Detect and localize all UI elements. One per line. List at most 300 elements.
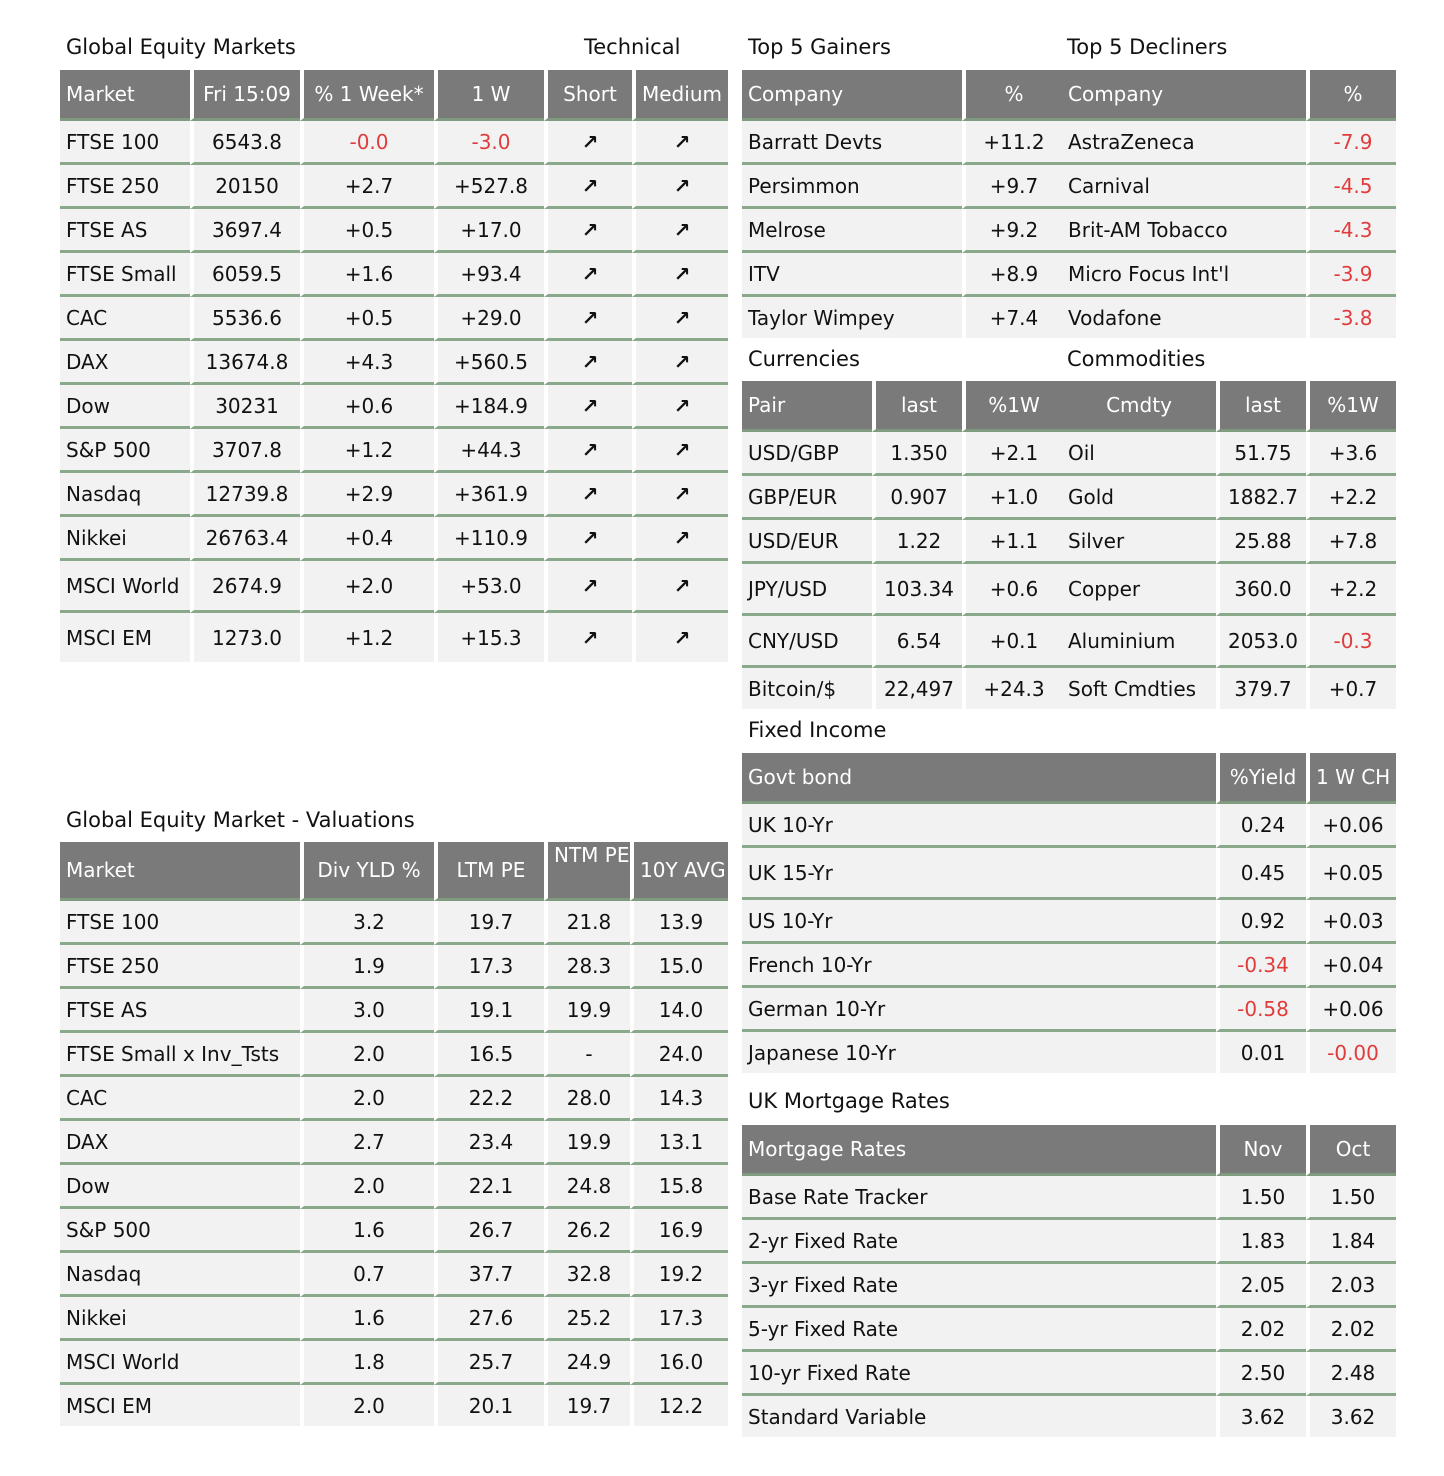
currencies-title: Currencies [748, 347, 860, 371]
up-arrow-icon: ↗ [632, 297, 728, 341]
market-name: Nasdaq [60, 1253, 300, 1297]
pair-last: 1.22 [872, 520, 962, 564]
rate-oct: 2.03 [1306, 1264, 1396, 1308]
table-row [60, 341, 728, 385]
ten-year-avg: 15.8 [630, 1165, 728, 1209]
div-yield: 1.6 [300, 1209, 434, 1253]
market-name: CAC [60, 1077, 300, 1121]
up-arrow-icon: ↗ [544, 209, 632, 253]
market-pct-week: +1.6 [300, 253, 434, 297]
table-row [742, 1352, 1396, 1396]
table-row [742, 476, 1062, 520]
table-row [1062, 253, 1396, 297]
table-row [60, 1121, 728, 1165]
table-row [742, 564, 1062, 616]
ten-year-avg: 16.9 [630, 1209, 728, 1253]
company-pct: +7.4 [962, 297, 1062, 338]
company-pct: +9.7 [962, 165, 1062, 209]
bond-change: -0.00 [1306, 1032, 1396, 1073]
col-header-div-yld: Div YLD % [300, 842, 434, 901]
ltm-pe: 19.1 [434, 989, 544, 1033]
up-arrow-icon: ↗ [632, 121, 728, 165]
ltm-pe: 25.7 [434, 1341, 544, 1385]
bond-name: French 10-Yr [742, 944, 1216, 988]
company-pct: +8.9 [962, 253, 1062, 297]
table-row [60, 253, 728, 297]
market-last: 26763.4 [190, 517, 300, 561]
ltm-pe: 27.6 [434, 1297, 544, 1341]
table-row [60, 1209, 728, 1253]
up-arrow-icon: ↗ [544, 165, 632, 209]
table-row [742, 165, 1062, 209]
company-name: Melrose [742, 209, 962, 253]
table-row [742, 1220, 1396, 1264]
market-name: MSCI EM [60, 613, 190, 662]
col-header-mortgage-rates: Mortgage Rates [742, 1125, 1216, 1176]
table-row [742, 944, 1396, 988]
table-row [60, 989, 728, 1033]
commodities-header-row [1062, 381, 1396, 432]
market-name: FTSE Small x Inv_Tsts [60, 1033, 300, 1077]
ltm-pe: 37.7 [434, 1253, 544, 1297]
table-row [742, 988, 1396, 1032]
company-name: Barratt Devts [742, 121, 962, 165]
ten-year-avg: 13.9 [630, 901, 728, 945]
table-row [742, 804, 1396, 848]
bond-yield: -0.34 [1216, 944, 1306, 988]
col-header-govt-bond: Govt bond [742, 753, 1216, 804]
cmdty-last: 25.88 [1216, 520, 1306, 564]
table-row [60, 517, 728, 561]
col-header-cmdty: Cmdty [1062, 381, 1216, 432]
col-header-market: Market [60, 842, 300, 901]
market-last: 3707.8 [190, 429, 300, 473]
company-pct: -7.9 [1306, 121, 1396, 165]
gainers-title: Top 5 Gainers [748, 35, 891, 59]
bond-yield: 0.45 [1216, 848, 1306, 900]
equity-title: Global Equity Markets [66, 35, 296, 59]
gainers-header-row [742, 70, 1062, 121]
market-pct-week: +4.3 [300, 341, 434, 385]
table-row [742, 432, 1062, 476]
market-pct-week: +2.7 [300, 165, 434, 209]
table-row [1062, 121, 1396, 165]
gainers-table [742, 70, 1062, 338]
table-row [1062, 476, 1396, 520]
rate-nov: 2.05 [1216, 1264, 1306, 1308]
up-arrow-icon: ↗ [632, 341, 728, 385]
ltm-pe: 16.5 [434, 1033, 544, 1077]
company-name: Taylor Wimpey [742, 297, 962, 338]
table-row [742, 848, 1396, 900]
pair-pct: +0.1 [962, 616, 1062, 668]
ltm-pe: 23.4 [434, 1121, 544, 1165]
div-yield: 2.0 [300, 1077, 434, 1121]
decliners-title: Top 5 Decliners [1067, 35, 1228, 59]
cmdty-name: Aluminium [1062, 616, 1216, 668]
market-pct-week: +0.4 [300, 517, 434, 561]
table-row [60, 1297, 728, 1341]
cmdty-name: Gold [1062, 476, 1216, 520]
market-1w: +527.8 [434, 165, 544, 209]
pair-pct: +0.6 [962, 564, 1062, 616]
market-name: Dow [60, 1165, 300, 1209]
ten-year-avg: 19.2 [630, 1253, 728, 1297]
cmdty-last: 360.0 [1216, 564, 1306, 616]
market-1w: +184.9 [434, 385, 544, 429]
mortgage-header-row [742, 1125, 1396, 1176]
pair-name: USD/EUR [742, 520, 872, 564]
table-row [60, 165, 728, 209]
cmdty-name: Soft Cmdties [1062, 668, 1216, 709]
table-row [60, 561, 728, 613]
pair-last: 22,497 [872, 668, 962, 709]
company-pct: -3.9 [1306, 253, 1396, 297]
market-last: 3697.4 [190, 209, 300, 253]
ten-year-avg: 14.0 [630, 989, 728, 1033]
div-yield: 2.0 [300, 1165, 434, 1209]
col-header-ltm-pe: LTM PE [434, 842, 544, 901]
table-row [742, 900, 1396, 944]
col-header-company: Company [742, 70, 962, 121]
market-pct-week: +0.6 [300, 385, 434, 429]
ntm-pe: 19.9 [544, 989, 630, 1033]
company-name: Micro Focus Int'l [1062, 253, 1306, 297]
up-arrow-icon: ↗ [632, 613, 728, 662]
pair-pct: +2.1 [962, 432, 1062, 476]
market-1w: +15.3 [434, 613, 544, 662]
col-header-last: Fri 15:09 [190, 70, 300, 121]
market-last: 2674.9 [190, 561, 300, 613]
table-row [742, 1308, 1396, 1352]
bond-change: +0.03 [1306, 900, 1396, 944]
table-row [742, 1396, 1396, 1437]
pair-pct: +1.1 [962, 520, 1062, 564]
col-header-pct-week: % 1 Week* [300, 70, 434, 121]
market-last: 6543.8 [190, 121, 300, 165]
market-pct-week: +1.2 [300, 613, 434, 662]
table-row [60, 1341, 728, 1385]
cmdty-pct: +3.6 [1306, 432, 1396, 476]
col-header-1w: 1 W [434, 70, 544, 121]
ntm-pe: 28.0 [544, 1077, 630, 1121]
col-header-pct: % [962, 70, 1062, 121]
market-name: FTSE AS [60, 989, 300, 1033]
market-name: MSCI World [60, 561, 190, 613]
valuations-table [60, 842, 728, 1426]
rate-name: Standard Variable [742, 1396, 1216, 1437]
rate-oct: 3.62 [1306, 1396, 1396, 1437]
fixed-income-table [742, 753, 1396, 1073]
market-name: CAC [60, 297, 190, 341]
ltm-pe: 17.3 [434, 945, 544, 989]
pair-name: Bitcoin/$ [742, 668, 872, 709]
bond-name: German 10-Yr [742, 988, 1216, 1032]
ntm-pe: 28.3 [544, 945, 630, 989]
col-header-short: Short [544, 70, 632, 121]
currencies-table [742, 381, 1062, 709]
col-header-oct: Oct [1306, 1125, 1396, 1176]
company-name: AstraZeneca [1062, 121, 1306, 165]
company-pct: +9.2 [962, 209, 1062, 253]
market-name: Nasdaq [60, 473, 190, 517]
table-row [742, 1176, 1396, 1220]
equity-header-row [60, 70, 728, 121]
pair-last: 1.350 [872, 432, 962, 476]
table-row [1062, 668, 1396, 709]
market-name: MSCI EM [60, 1385, 300, 1426]
div-yield: 2.7 [300, 1121, 434, 1165]
market-1w: +29.0 [434, 297, 544, 341]
rate-nov: 1.50 [1216, 1176, 1306, 1220]
div-yield: 3.0 [300, 989, 434, 1033]
pair-last: 6.54 [872, 616, 962, 668]
table-row [742, 520, 1062, 564]
rate-name: 3-yr Fixed Rate [742, 1264, 1216, 1308]
ltm-pe: 26.7 [434, 1209, 544, 1253]
table-row [1062, 209, 1396, 253]
up-arrow-icon: ↗ [632, 385, 728, 429]
ten-year-avg: 15.0 [630, 945, 728, 989]
company-name: Persimmon [742, 165, 962, 209]
table-row [60, 209, 728, 253]
market-last: 20150 [190, 165, 300, 209]
ten-year-avg: 13.1 [630, 1121, 728, 1165]
col-header-10y-avg: 10Y AVG [630, 842, 728, 901]
market-pct-week: +2.9 [300, 473, 434, 517]
market-last: 1273.0 [190, 613, 300, 662]
valuations-header-row [60, 842, 728, 901]
bond-name: Japanese 10-Yr [742, 1032, 1216, 1073]
cmdty-last: 2053.0 [1216, 616, 1306, 668]
up-arrow-icon: ↗ [544, 253, 632, 297]
bond-change: +0.04 [1306, 944, 1396, 988]
table-row [1062, 165, 1396, 209]
div-yield: 1.8 [300, 1341, 434, 1385]
up-arrow-icon: ↗ [544, 473, 632, 517]
pair-name: USD/GBP [742, 432, 872, 476]
col-header-pair: Pair [742, 381, 872, 432]
ntm-pe: 26.2 [544, 1209, 630, 1253]
company-pct: -4.5 [1306, 165, 1396, 209]
table-row [60, 1165, 728, 1209]
market-name: MSCI World [60, 1341, 300, 1385]
fixed-income-header-row [742, 753, 1396, 804]
up-arrow-icon: ↗ [544, 517, 632, 561]
company-pct: -3.8 [1306, 297, 1396, 338]
col-header-last: last [1216, 381, 1306, 432]
col-header-company: Company [1062, 70, 1306, 121]
col-header-medium: Medium [632, 70, 728, 121]
col-header-pct-1w: %1W [962, 381, 1062, 432]
up-arrow-icon: ↗ [632, 253, 728, 297]
market-last: 5536.6 [190, 297, 300, 341]
col-header-last: last [872, 381, 962, 432]
div-yield: 1.6 [300, 1297, 434, 1341]
market-1w: +17.0 [434, 209, 544, 253]
company-name: Carnival [1062, 165, 1306, 209]
pair-pct: +1.0 [962, 476, 1062, 520]
table-row [742, 297, 1062, 338]
market-1w: +44.3 [434, 429, 544, 473]
market-last: 30231 [190, 385, 300, 429]
ntm-pe: 25.2 [544, 1297, 630, 1341]
ltm-pe: 19.7 [434, 901, 544, 945]
table-row [60, 385, 728, 429]
ltm-pe: 22.1 [434, 1165, 544, 1209]
div-yield: 2.0 [300, 1385, 434, 1426]
cmdty-pct: -0.3 [1306, 616, 1396, 668]
table-row [60, 613, 728, 662]
pair-name: CNY/USD [742, 616, 872, 668]
up-arrow-icon: ↗ [544, 341, 632, 385]
market-name: DAX [60, 341, 190, 385]
market-last: 6059.5 [190, 253, 300, 297]
rate-nov: 1.83 [1216, 1220, 1306, 1264]
rate-name: 2-yr Fixed Rate [742, 1220, 1216, 1264]
commodities-table [1062, 381, 1396, 709]
mortgage-table [742, 1125, 1396, 1437]
table-row [60, 945, 728, 989]
market-pct-week: +1.2 [300, 429, 434, 473]
rate-oct: 1.84 [1306, 1220, 1396, 1264]
up-arrow-icon: ↗ [544, 613, 632, 662]
table-row [60, 473, 728, 517]
up-arrow-icon: ↗ [544, 297, 632, 341]
currencies-header-row [742, 381, 1062, 432]
market-last: 13674.8 [190, 341, 300, 385]
cmdty-name: Silver [1062, 520, 1216, 564]
market-last: 12739.8 [190, 473, 300, 517]
col-header-yield: %Yield [1216, 753, 1306, 804]
ten-year-avg: 14.3 [630, 1077, 728, 1121]
cmdty-pct: +0.7 [1306, 668, 1396, 709]
up-arrow-icon: ↗ [632, 165, 728, 209]
bond-change: +0.06 [1306, 804, 1396, 848]
market-name: Dow [60, 385, 190, 429]
bond-yield: 0.24 [1216, 804, 1306, 848]
table-row [742, 1032, 1396, 1073]
up-arrow-icon: ↗ [632, 517, 728, 561]
table-row [742, 668, 1062, 709]
pair-last: 103.34 [872, 564, 962, 616]
ltm-pe: 22.2 [434, 1077, 544, 1121]
technical-label: Technical [584, 35, 681, 59]
table-row [60, 297, 728, 341]
market-name: Nikkei [60, 517, 190, 561]
table-row [1062, 297, 1396, 338]
table-row [742, 253, 1062, 297]
ntm-pe: 19.9 [544, 1121, 630, 1165]
fixed-income-title: Fixed Income [748, 718, 887, 742]
div-yield: 2.0 [300, 1033, 434, 1077]
pair-pct: +24.3 [962, 668, 1062, 709]
up-arrow-icon: ↗ [632, 209, 728, 253]
company-pct: +11.2 [962, 121, 1062, 165]
bond-name: US 10-Yr [742, 900, 1216, 944]
ntm-pe: 19.7 [544, 1385, 630, 1426]
table-row [1062, 564, 1396, 616]
market-pct-week: +0.5 [300, 209, 434, 253]
valuations-title: Global Equity Market - Valuations [66, 808, 415, 832]
table-row [742, 209, 1062, 253]
decliners-table [1062, 70, 1396, 338]
ntm-pe: 21.8 [544, 901, 630, 945]
table-row [60, 1077, 728, 1121]
commodities-title: Commodities [1067, 347, 1206, 371]
market-name: S&P 500 [60, 429, 190, 473]
rate-oct: 1.50 [1306, 1176, 1396, 1220]
bond-yield: 0.01 [1216, 1032, 1306, 1073]
col-header-pct-1w: %1W [1306, 381, 1396, 432]
bond-name: UK 15-Yr [742, 848, 1216, 900]
rate-name: Base Rate Tracker [742, 1176, 1216, 1220]
up-arrow-icon: ↗ [544, 561, 632, 613]
table-row [1062, 520, 1396, 564]
rate-name: 10-yr Fixed Rate [742, 1352, 1216, 1396]
market-1w: +560.5 [434, 341, 544, 385]
cmdty-last: 51.75 [1216, 432, 1306, 476]
equity-table [60, 70, 728, 662]
cmdty-pct: +7.8 [1306, 520, 1396, 564]
market-name: FTSE 250 [60, 945, 300, 989]
market-name: FTSE Small [60, 253, 190, 297]
up-arrow-icon: ↗ [632, 429, 728, 473]
ten-year-avg: 12.2 [630, 1385, 728, 1426]
company-name: Vodafone [1062, 297, 1306, 338]
market-name: FTSE AS [60, 209, 190, 253]
rate-oct: 2.02 [1306, 1308, 1396, 1352]
table-row [60, 1033, 728, 1077]
up-arrow-icon: ↗ [544, 385, 632, 429]
market-name: FTSE 100 [60, 901, 300, 945]
col-header-market: Market [60, 70, 190, 121]
decliners-header-row [1062, 70, 1396, 121]
ntm-pe: 24.9 [544, 1341, 630, 1385]
market-pct-week: +0.5 [300, 297, 434, 341]
pair-name: GBP/EUR [742, 476, 872, 520]
bond-yield: -0.58 [1216, 988, 1306, 1032]
div-yield: 1.9 [300, 945, 434, 989]
market-1w: +110.9 [434, 517, 544, 561]
cmdty-name: Copper [1062, 564, 1216, 616]
market-1w: -3.0 [434, 121, 544, 165]
col-header-ntm-pe: NTM PE [544, 842, 630, 901]
ntm-pe: 24.8 [544, 1165, 630, 1209]
ltm-pe: 20.1 [434, 1385, 544, 1426]
col-header-nov: Nov [1216, 1125, 1306, 1176]
market-name: DAX [60, 1121, 300, 1165]
table-row [60, 1385, 728, 1426]
rate-nov: 2.02 [1216, 1308, 1306, 1352]
table-row [742, 121, 1062, 165]
market-name: Nikkei [60, 1297, 300, 1341]
rate-nov: 2.50 [1216, 1352, 1306, 1396]
rate-nov: 3.62 [1216, 1396, 1306, 1437]
up-arrow-icon: ↗ [544, 429, 632, 473]
up-arrow-icon: ↗ [632, 561, 728, 613]
market-1w: +53.0 [434, 561, 544, 613]
rate-oct: 2.48 [1306, 1352, 1396, 1396]
market-pct-week: +2.0 [300, 561, 434, 613]
col-header-1w-ch: 1 W CH [1306, 753, 1396, 804]
ntm-pe: 32.8 [544, 1253, 630, 1297]
up-arrow-icon: ↗ [632, 473, 728, 517]
mortgage-title: UK Mortgage Rates [748, 1089, 950, 1113]
market-1w: +361.9 [434, 473, 544, 517]
market-pct-week: -0.0 [300, 121, 434, 165]
table-row [1062, 616, 1396, 668]
